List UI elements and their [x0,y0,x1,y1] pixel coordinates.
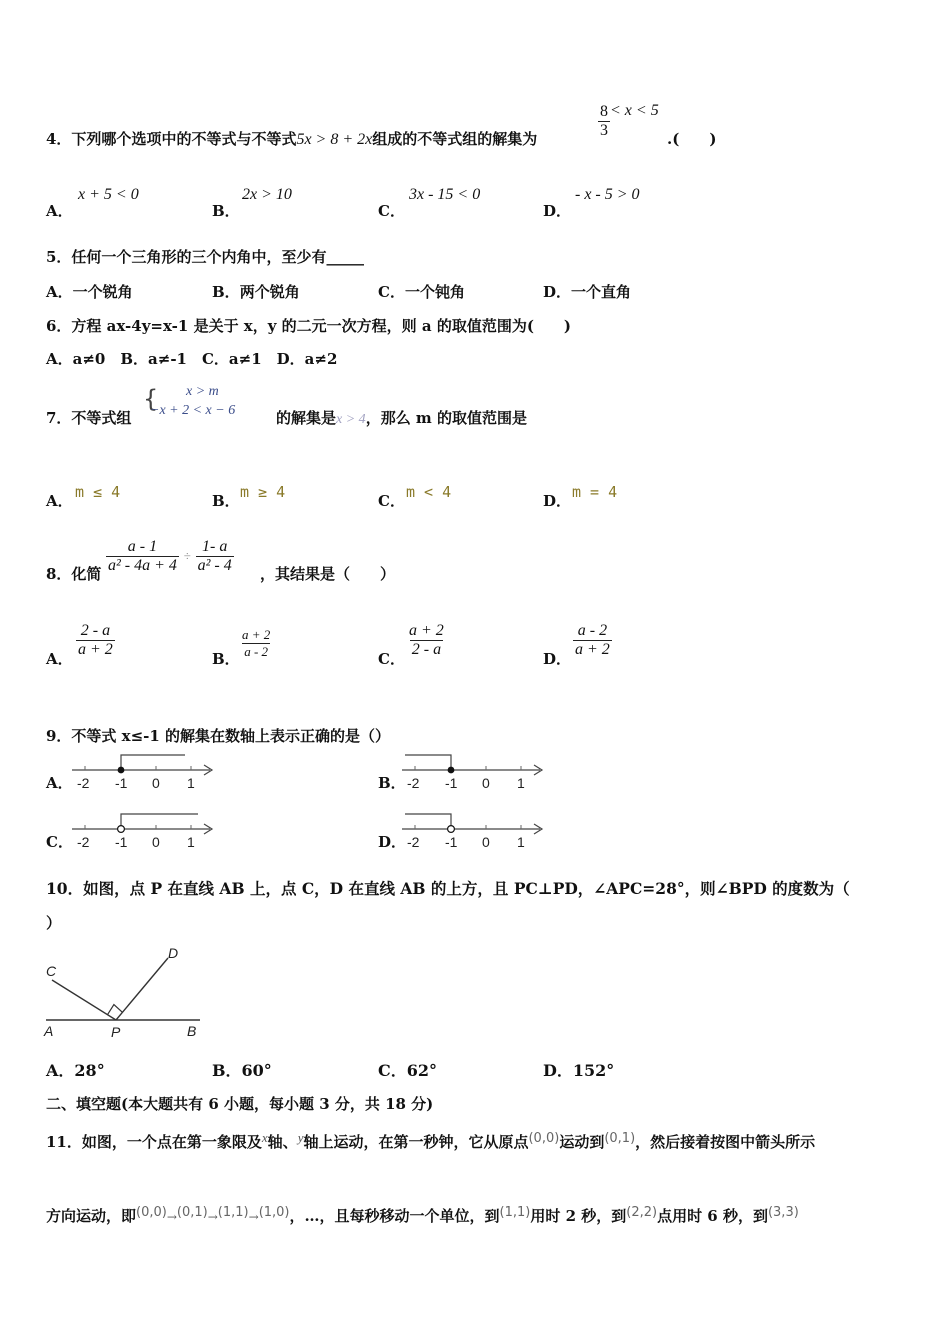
q9-c-tick-neg2: -2 [77,834,90,850]
q10-option-d: D．152° [543,1061,615,1080]
q8-option-a-denominator: a + 2 [78,641,113,658]
q9-c-tick-0: 0 [152,834,160,850]
q8-option-a [76,622,115,659]
q5-option-c: C．一个钝角 [378,283,465,301]
q8-option-d [573,622,612,659]
q8-fraction-2 [196,538,234,575]
q10-label-a: A [44,1023,54,1039]
q8-option-d-label: D． [543,650,572,668]
q8-fraction-2-numerator: 1- a [202,538,228,555]
q4-answer-paren: .( ) [667,130,717,148]
q7-option-d-label: D． [543,492,572,510]
q10-label-d: D [168,945,179,961]
q11-x-var: x [261,1130,268,1145]
q4-fraction-denominator: 3 [600,121,608,139]
q4-stem [46,128,537,149]
q7-brace: { [143,385,159,413]
q4-option-c-label: C． [378,202,405,220]
q7-option-c: m < 4 [406,483,452,501]
q4-stem-part-b: 组成的不等式组的解集为 [372,130,538,148]
q9-b-tick-0: 0 [482,775,490,791]
q8-divide-sign: ÷ [183,548,191,564]
q4-range-tail: < x < 5 [610,102,659,119]
q8-stem-part-b: ，其结果是（ ） [260,565,396,583]
q9-b-tick-neg1: -1 [445,775,458,791]
q4-fraction [598,103,610,140]
q8-option-c-numerator: a + 2 [409,622,444,639]
q8-option-c-label: C． [378,650,405,668]
q4-option-a: x + 5 < 0 [78,186,139,203]
q7-solution: x > 4 [336,412,366,427]
q5-option-a: A．一个锐角 [46,283,133,301]
q10-option-b: B．60° [212,1061,272,1080]
q10-label-b: B [187,1023,197,1039]
q6-options: A．a≠0 B．a≠-1 C．a≠1 D．a≠2 [46,350,338,368]
q8-fraction-1 [106,538,179,575]
q7-option-b: m ≥ 4 [240,483,286,501]
q9-b-tick-1: 1 [517,775,525,791]
q11-y-var: y [297,1130,304,1145]
q8-fraction-2-denominator: a² - 4 [197,557,232,574]
q8-fraction-1-denominator: a² - 4a + 4 [108,557,177,574]
q4-option-c: 3x - 15 < 0 [409,186,481,203]
q11-origin: (0,0) [528,1131,560,1146]
q10-ray-pc [52,980,116,1020]
q7-option-a: m ≤ 4 [75,483,121,501]
q9-option-b-label: B． [378,774,406,792]
q8-option-c [407,622,446,659]
q7-option-c-label: C． [378,492,405,510]
q10-option-c: C．62° [378,1061,438,1080]
q9-d-tick-neg1: -1 [445,834,458,850]
q7-stem-part-c: ，那么 m 的取值范围是 [365,409,528,427]
q8-option-c-denominator: 2 - a [411,641,442,658]
q8-option-d-numerator: a - 2 [577,622,608,639]
q9-d-tick-1: 1 [517,834,525,850]
q10-option-a: A．28° [46,1061,105,1080]
q8-stem-part-a: 8．化简 [46,565,102,583]
q9-a-tick-1: 1 [187,775,195,791]
q8-option-b-numerator: a + 2 [242,627,271,642]
q11-line2: 方向运动，即(0,0)→(0,1)→(1,1)→(1,0)，…，且每秒移动一个单位，到(1,1)用时 2 秒，到(2,2)点用时 6 秒，到(3,3) [46,1205,799,1225]
q7-stem-part-b: 的解集是 [276,409,337,427]
q10-stem-line2: ） [46,914,62,932]
q9-number-line-c [70,811,220,853]
q10-stem-line1: 10．如图，点 P 在直线 AB 上，点 C，D 在直线 AB 的上方，且 PC⊥PD，∠APC=28°，则∠BPD 的度数为（ [46,879,850,898]
q7-option-b-label: B． [212,492,240,510]
q9-stem: 9．不等式 x≤-1 的解集在数轴上表示正确的是（） [46,727,391,745]
q7-stem-rest [276,407,527,428]
q4-fraction-numerator: 8 [600,102,608,120]
q11-line1: 11．如图，一个点在第一象限及x轴、y轴上运动，在第一秒钟，它从原点(0,0)运动到(0,1)，然后接着按图中箭头所示 [46,1130,816,1151]
q9-number-line-d [400,811,550,853]
q5-option-b: B．两个锐角 [212,283,300,301]
q4-stem-part-a: 4．下列哪个选项中的不等式与不等式 [46,130,297,148]
q9-d-tick-0: 0 [482,834,490,850]
q10-figure [40,942,210,1042]
q5-stem: 5．任何一个三角形的三个内角中，至少有_____ [46,248,364,266]
q7-option-d: m = 4 [572,483,618,501]
q9-c-tick-1: 1 [187,834,195,850]
q9-a-tick-neg2: -2 [77,775,90,791]
q10-right-angle-mark [108,1005,123,1015]
q9-b-tick-neg2: -2 [407,775,420,791]
q10-ray-pd [116,958,168,1020]
q9-option-a-label: A． [46,774,73,792]
q7-option-a-label: A． [46,492,73,510]
q8-option-b [240,627,272,660]
q4-option-b-label: B． [212,202,240,220]
q9-option-c-label: C． [46,833,73,851]
section-2-title: 二、填空题(本大题共有 6 小题，每小题 3 分，共 18 分) [46,1095,434,1113]
q4-given-inequality: 5x > 8 + 2x [296,131,373,148]
q6-stem: 6．方程 ax-4y=x-1 是关于 x，y 的二元一次方程，则 a 的取值范围为( ) [46,317,572,335]
q9-c-tick-neg1: -1 [115,834,128,850]
q5-option-d: D．一个直角 [543,283,632,301]
q8-fraction-1-numerator: a - 1 [127,538,158,555]
q11-first-point: (0,1) [604,1131,636,1146]
q9-number-line-b [400,752,550,794]
q4-option-a-label: A． [46,202,73,220]
q9-a-tick-neg1: -1 [115,775,128,791]
q7-system-line2: −x + 2 < x − 6 [150,403,236,418]
q8-option-b-label: B． [212,650,240,668]
q9-a-tick-0: 0 [152,775,160,791]
q4-option-d: - x - 5 > 0 [575,186,640,203]
q8-option-b-denominator: a - 2 [244,644,269,659]
q4-solution-range [598,102,659,140]
q7-system-line1: x > m [186,384,219,399]
q9-number-line-a [70,752,220,794]
q8-option-a-label: A． [46,650,73,668]
q7-stem-part-a: 7．不等式组 [46,409,132,427]
q10-label-p: P [111,1024,121,1040]
q8-option-d-denominator: a + 2 [575,641,610,658]
q4-option-b: 2x > 10 [242,186,292,203]
q8-expression [106,538,234,575]
q9-option-d-label: D． [378,833,407,851]
q8-option-a-numerator: 2 - a [80,622,111,639]
q4-option-d-label: D． [543,202,572,220]
q9-d-tick-neg2: -2 [407,834,420,850]
q10-label-c: C [46,963,57,979]
